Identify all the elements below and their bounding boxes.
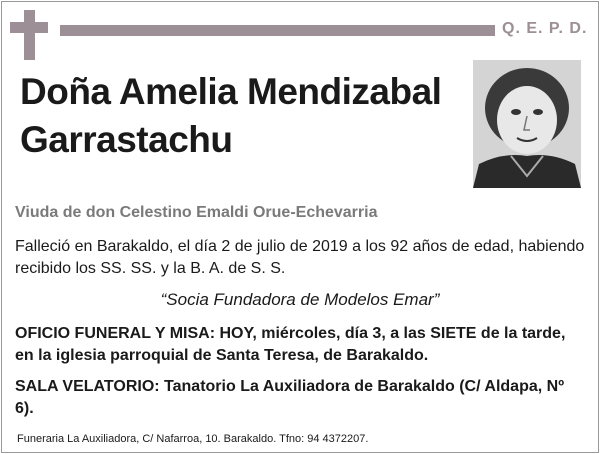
wake-info: SALA VELATORIO: Tanatorio La Auxiliadora de Barakaldo (C/ Aldapa, Nº 6). — [15, 378, 565, 417]
deceased-name: Doña Amelia Mendizabal Garrastachu — [20, 71, 442, 160]
header-rule — [60, 25, 495, 36]
cross-icon-bar — [10, 22, 48, 33]
funeral-home-footer: Funeraria La Auxiliadora, C/ Nafarroa, 10. Barakaldo. Tfno: 94 4372207. — [17, 433, 369, 445]
death-notice: Falleció en Barakaldo, el día 2 de julio de 2019 a los 92 años de edad, habiendo recibido los SS. SS. y la B. A. de S. S. — [15, 238, 585, 277]
widow-line: Viuda de don Celestino Emaldi Orue-Echevarria — [15, 204, 378, 221]
cross-icon — [24, 10, 35, 60]
memorial-quote: “Socia Fundadora de Modelos Emar” — [160, 290, 440, 309]
qepd-label: Q. E. P. D. — [502, 20, 588, 37]
portrait-photo — [473, 60, 581, 188]
funeral-service-info: OFICIO FUNERAL Y MISA: HOY, miércoles, día 3, a las SIETE de la tarde, en la iglesia parroquial de Santa Teresa, de Barakaldo. — [15, 325, 566, 364]
